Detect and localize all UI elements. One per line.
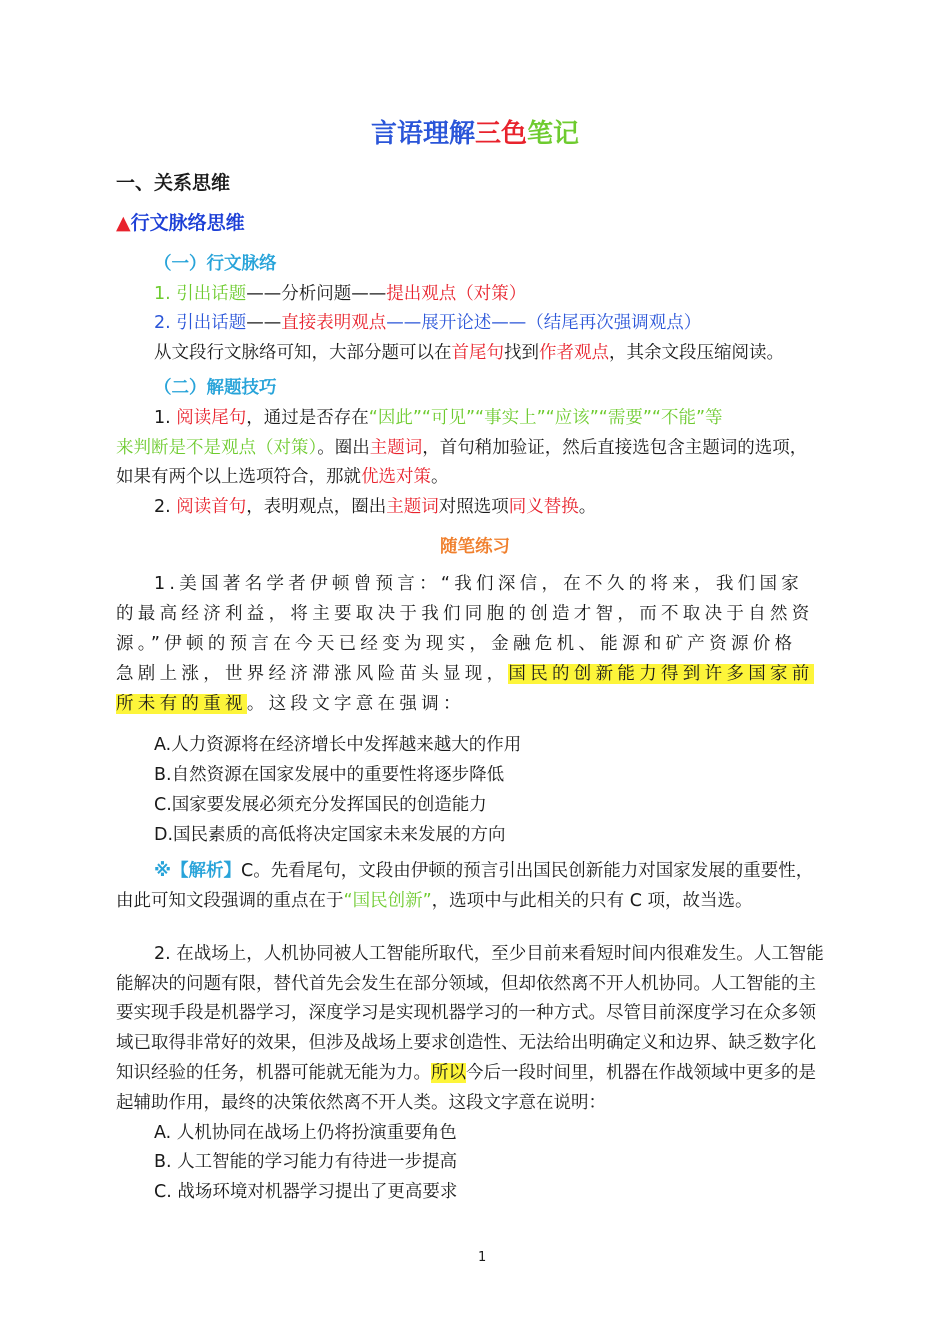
highlight-text: 所以 [431,1063,466,1083]
q1-line1: 1.美国著名学者伊顿曾预言：“我们深信，在不久的将来，我们国家 [154,574,804,594]
title-part1: 言语理解 [370,119,475,149]
q1-line4: 急剧上涨，世界经济滞涨风险苗头显现，国民的创新能力得到许多国家前 [116,664,814,684]
part1-heading: （一）行文脉络 [154,254,277,274]
q1-option-d: D.国民素质的高低将决定国家未来发展的方向 [154,825,506,845]
q2-option-c: C. 战场环境对机器学习提出了更高要求 [154,1182,458,1202]
q2-line4: 域已取得非常好的效果，但涉及战场上要求创造性、无法给出明确定义和边界、缺乏数字化 [116,1033,816,1053]
tip1-line2: 来判断是不是观点（对策）。圈出主题词，首句稍加验证，然后直接选包含主题词的选项， [116,438,808,458]
tip1-line3: 如果有两个以上选项符合，那就优选对策。 [116,467,449,487]
triangle-icon: ▲ [116,212,131,234]
q2-option-b: B. 人工智能的学习能力有待进一步提高 [154,1152,458,1172]
q1-option-c: C.国家要发展必须充分发挥国民的创造能力 [154,795,487,815]
q1-analysis-line1: ※【解析】C。先看尾句，文段由伊顿的预言引出国民创新能力对国家发展的重要性， [154,861,814,881]
q2-line1: 2. 在战场上，人机协同被人工智能所取代，至少目前来看短时间内很难发生。人工智能 [154,944,824,964]
pattern-1: 1. 引出话题——分析问题——提出观点（对策） [154,284,527,304]
practice-heading: 随笔练习 [440,537,510,557]
tip2-line: 2. 阅读首句，表明观点，圈出主题词对照选项同义替换。 [154,497,597,517]
q1-analysis-line2: 由此可知文段强调的重点在于“国民创新”，选项中与此相关的只有 C 项，故当选。 [116,891,753,911]
tip1-line1: 1. 阅读尾句，通过是否存在“因此”“可见”“事实上”“应该”“需要”“不能”等 [154,408,723,428]
q2-option-a: A. 人机协同在战场上仍将扮演重要角色 [154,1123,457,1143]
subsection-heading [116,209,245,237]
analysis-label: ※【解析】 [154,861,242,881]
q1-line3: 源。”伊顿的预言在今天已经变为现实，金融危机、能源和矿产资源价格 [116,634,797,654]
subsection-text: 行文脉络思维 [130,212,245,234]
q1-line2: 的最高经济利益，将主要取决于我们同胞的创造才智，而不取决于自然资 [116,604,814,624]
q2-line6: 起辅助作用，最终的决策依然离不开人类。这段文字意在说明： [116,1093,606,1113]
highlight-text: 所未有的重视 [116,694,247,714]
section-heading: 一、关系思维 [116,172,231,194]
q1-option-b: B.自然资源在国家发展中的重要性将逐步降低 [154,765,505,785]
highlight-text: 国民的创新能力得到许多国家前 [508,664,814,684]
q2-line3: 要实现手段是机器学习，深度学习是实现机器学习的一种方式。尽管目前深度学习在众多领 [116,1003,816,1023]
q2-line2: 能解决的问题有限，替代首先会发生在部分领域，但却依然离不开人机协同。人工智能的主 [116,974,816,994]
title-part3: 笔记 [527,119,580,149]
page-title [0,116,950,152]
part2-heading: （二）解题技巧 [154,378,277,398]
pattern-2: 2. 引出话题——直接表明观点——展开论述——（结尾再次强调观点） [154,313,702,333]
q1-option-a: A.人力资源将在经济增长中发挥越来越大的作用 [154,735,522,755]
page-number: 1 [478,1250,487,1265]
summary-line: 从文段行文脉络可知，大部分题可以在首尾句找到作者观点，其余文段压缩阅读。 [154,343,784,363]
q2-line5: 知识经验的任务，机器可能就无能为力。所以今后一段时间里，机器在作战领域中更多的是 [116,1063,816,1083]
title-part2: 三色 [474,119,527,149]
q1-line5: 所未有的重视。这段文字意在强调： [116,694,465,714]
